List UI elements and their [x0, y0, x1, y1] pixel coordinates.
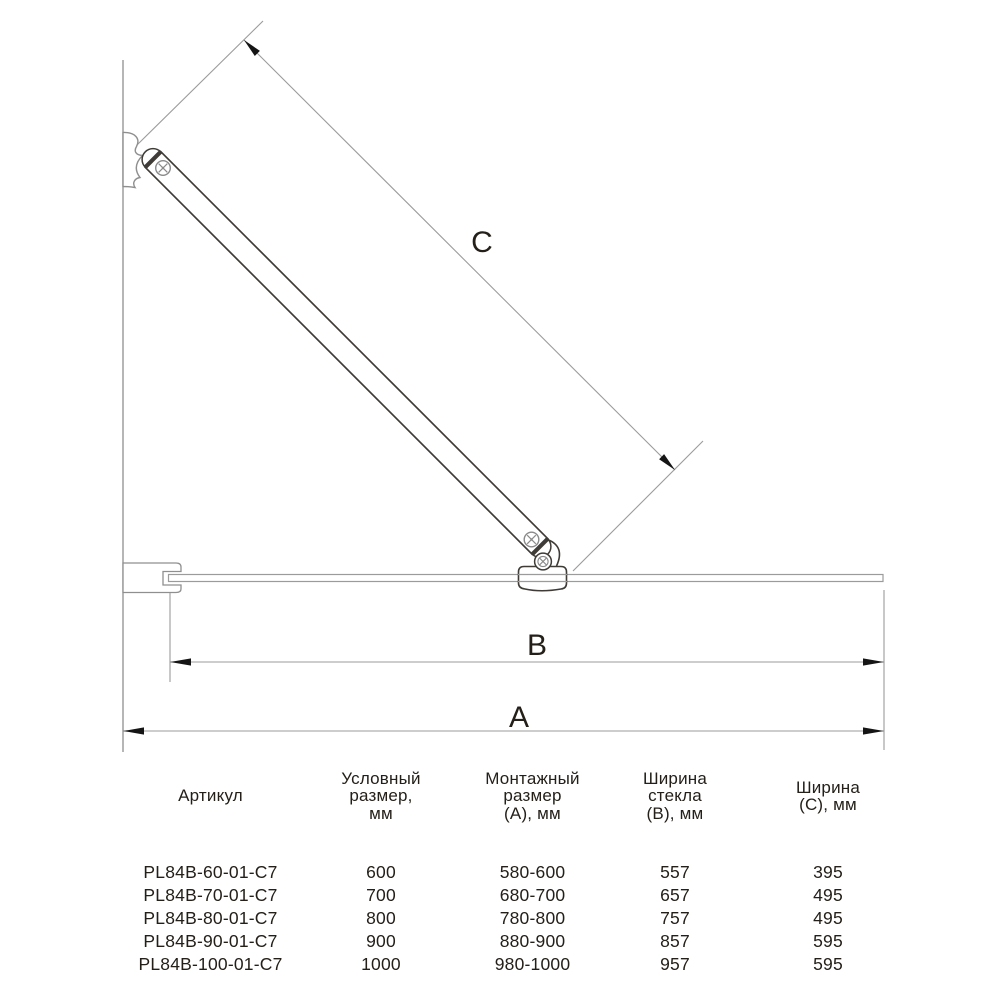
cell-mounting-size-a: 680-700 [499, 885, 566, 905]
cell-mounting-size-a: 780-800 [499, 908, 566, 928]
cell-glass-width-b: 657 [660, 885, 690, 905]
header-line: Монтажный [485, 768, 580, 788]
cell-width-c: 595 [813, 931, 843, 951]
label-dimension-c: C [471, 226, 493, 259]
cell-glass-width-b: 557 [660, 862, 690, 882]
header-line: размер, [349, 786, 413, 806]
folding-panel-bar [142, 149, 551, 558]
cell-article: PL84B-80-01-C7 [143, 908, 278, 928]
table-row [120, 884, 910, 907]
table-row [120, 953, 910, 976]
spec-table [120, 768, 910, 976]
cell-width-c: 595 [813, 954, 843, 974]
dim-a-arrow-right-icon [863, 727, 884, 734]
header-nominal-size [301, 768, 461, 824]
dim-a-arrow-left-icon [123, 727, 144, 734]
panel-bar-body [145, 152, 548, 555]
cell-width-c: 495 [813, 908, 843, 928]
dim-c-line [244, 40, 675, 470]
wall-screw-icon [156, 161, 171, 176]
label-dimension-b: B [526, 629, 548, 662]
dim-c-extension-top [137, 21, 263, 145]
header-line: (С), мм [799, 795, 857, 814]
header-article [120, 768, 301, 824]
header-line: стекла [648, 786, 702, 806]
spec-table-body [120, 861, 910, 976]
header-line: Ширина [642, 768, 708, 788]
dim-b-arrow-left-icon [170, 658, 191, 665]
cell-nominal-size: 600 [366, 862, 396, 882]
bar-screw-icon [524, 532, 539, 547]
header-line: Артикул [178, 786, 243, 806]
table-row [120, 861, 910, 884]
cell-width-c: 495 [813, 885, 843, 905]
cell-mounting-size-a: 880-900 [499, 931, 566, 951]
table-row [120, 930, 910, 953]
header-glass-width-b [604, 768, 746, 824]
spec-table-header [120, 768, 910, 824]
cell-nominal-size: 800 [366, 908, 396, 928]
header-mounting-size-a [461, 768, 604, 824]
header-line: (А), мм [504, 803, 561, 823]
header-line: Условный [341, 768, 421, 788]
cell-article: PL84B-100-01-C7 [138, 954, 283, 974]
cell-article: PL84B-90-01-C7 [143, 931, 278, 951]
label-dimension-a: A [508, 701, 530, 734]
cell-mounting-size-a: 580-600 [499, 862, 566, 882]
cell-glass-width-b: 757 [660, 908, 690, 928]
header-line: Ширина [795, 777, 861, 797]
table-row [120, 907, 910, 930]
cell-nominal-size: 1000 [361, 954, 401, 974]
header-width-c [746, 768, 910, 824]
cell-nominal-size: 900 [366, 931, 396, 951]
cell-glass-width-b: 957 [660, 954, 690, 974]
dim-b-arrow-right-icon [863, 658, 884, 665]
cell-nominal-size: 700 [366, 885, 396, 905]
cell-glass-width-b: 857 [660, 931, 690, 951]
cell-article: PL84B-70-01-C7 [143, 885, 278, 905]
cell-width-c: 395 [813, 862, 843, 882]
cell-mounting-size-a: 980-1000 [494, 954, 571, 974]
wall-profile-top-bracket [123, 132, 143, 187]
header-line: мм [369, 803, 393, 823]
header-line: размер [503, 786, 562, 806]
cell-article: PL84B-60-01-C7 [143, 862, 278, 882]
header-line: (В), мм [646, 803, 704, 823]
pivot-screw-icon [535, 553, 552, 570]
dim-c-extension-bottom [573, 441, 703, 571]
